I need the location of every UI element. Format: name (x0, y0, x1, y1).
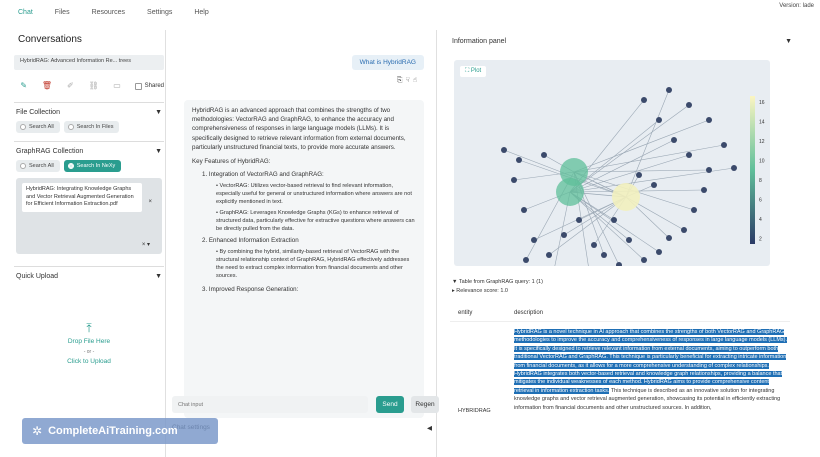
click-upload-text: Click to Upload (67, 358, 111, 365)
feature-item: 1. Integration of VectorRAG and GraphRAG: (202, 171, 324, 179)
feature-paragraph: • By combining the hybrid, similarity-based retrieval of VectorRAG with the structural relationship context of GraphRAG, HybridRAG effectively addresses the need to extract complex information from financial documents and other sources. (216, 248, 410, 279)
graph-node (686, 152, 692, 158)
radio-dot-icon (68, 163, 74, 169)
column-header-description: description (514, 309, 544, 316)
colorbar-tick: 10 (759, 158, 765, 165)
sidebar (14, 30, 164, 457)
table-header (450, 304, 790, 322)
file-collection-title: File Collection (16, 109, 60, 116)
chat-area (172, 30, 434, 457)
send-button[interactable]: Send (376, 396, 404, 413)
colorbar-tick: 2 (759, 236, 762, 243)
bullet-text: VectorRAG: Utilizes vector-based retrieval to find relevant information, especially useful for general or unstructured information where answers are not explicitly mentioned in text. (216, 183, 412, 206)
colorbar-tick: 14 (759, 119, 765, 126)
graph-svg (454, 60, 770, 266)
colorbar (750, 96, 755, 244)
bot-intro: HybridRAG is an advanced approach that combines the strengths of two methodologies: VectorRAG and GraphRAG, to enhance the accuracy and comprehensiveness of responses in large language models (LLMs). It is specifically designed to retrieve relevant information from external documents, particularly unstructured financial texts, to provide more accurate answers. (192, 107, 406, 151)
bullet-text: GraphRAG: Leverages Knowledge Graphs (KGs) to enhance retrieval of structured data, particularly effective for extractive questions where answers can be directly pulled from the data. (216, 210, 415, 233)
graph-node (656, 117, 662, 123)
graph-node (611, 217, 617, 223)
graphrag-file-select[interactable] (16, 178, 162, 254)
details-toggle[interactable]: ▼ Table from GraphRAG query: 1 (1) (452, 279, 543, 285)
quick-upload-panel (14, 266, 164, 409)
graph-node (521, 207, 527, 213)
collapse-caret-icon[interactable]: ▼ (155, 148, 162, 155)
shared-label: Shared (144, 83, 164, 89)
entity-table (450, 304, 790, 457)
colorbar-tick: 6 (759, 197, 762, 204)
copy-icon[interactable]: ⎘ (396, 77, 406, 84)
graph-node (686, 102, 692, 108)
graph-node (706, 167, 712, 173)
graph-node (516, 157, 522, 163)
graph-details (452, 278, 543, 296)
graph-node (651, 182, 657, 188)
graph-node (671, 137, 677, 143)
radio-search-all-files[interactable] (16, 121, 60, 133)
drop-text: Drop File Here (67, 338, 111, 345)
top-nav (0, 0, 820, 24)
column-header-entity: entity (458, 309, 473, 316)
graph-node (601, 252, 607, 258)
graph-edge (574, 145, 724, 172)
graph-hub-node (556, 178, 584, 206)
info-panel-title: Information panel (452, 38, 507, 45)
thumbs-up-icon[interactable]: ☝ (412, 77, 420, 84)
radio-dot-icon (20, 163, 26, 169)
tab-chat[interactable]: Chat (18, 8, 33, 16)
graph-node (636, 172, 642, 178)
graph-node (731, 165, 737, 171)
graphrag-collection-panel (14, 141, 164, 258)
radio-dot-icon (20, 124, 26, 130)
colorbar-tick: 4 (759, 217, 762, 223)
graph-node (656, 249, 662, 255)
plot-button[interactable]: ⛶ Plot (460, 66, 486, 77)
graph-edge (549, 197, 626, 255)
collapse-caret-icon[interactable]: ▼ (155, 273, 162, 280)
feature-bullet: • VectorRAG: Utilizes vector-based retrieval to find relevant information, especially useful for general or unstructured information where answers are not explicitly mentioned in text. (216, 183, 412, 206)
tab-settings[interactable]: Settings (147, 8, 173, 16)
radio-search-all-graph[interactable] (16, 160, 60, 172)
relevance-line: Relevance score: 1.0 (456, 288, 508, 294)
upload-arrow-icon: ⤒ (86, 321, 92, 335)
collapse-caret-icon[interactable]: ▼ (785, 38, 792, 45)
shared-toggle[interactable] (135, 83, 164, 90)
feature-item: 2. Enhanced Information Extraction (202, 237, 299, 245)
graph-node (626, 237, 632, 243)
graph-hub-node (612, 183, 640, 211)
radio-dot-icon (68, 124, 74, 130)
graph-node (666, 235, 672, 241)
clear-dropdown-icon[interactable]: × ▾ (141, 242, 150, 248)
colorbar-tick: 16 (759, 100, 765, 106)
graph-node (591, 242, 597, 248)
brain-logo-icon: ✲ (32, 424, 43, 438)
upload-dropzone[interactable] (16, 285, 162, 405)
description-cell[interactable] (514, 328, 790, 414)
expand-caret-icon[interactable]: ◀ (427, 425, 432, 432)
relevance-toggle[interactable]: ▸ Relevance score: 1.0 (452, 288, 508, 294)
feature-bullet: • GraphRAG: Leverages Knowledge Graphs (KGs) to enhance retrieval of structured data, particularly effective for extractive questions where answers can be directly pulled from the data. (216, 210, 415, 233)
paragraph-text: By combining the hybrid, similarity-based retrieval of VectorRAG with the structural relationship context of GraphRAG, HybridRAG effectively addresses the need to extract complex information from financial documents and other sources. (216, 248, 410, 279)
delete-icon[interactable]: 🗑 (41, 81, 53, 90)
bot-message (184, 100, 424, 418)
user-message: What is HybridRAG (352, 55, 424, 70)
chat-input[interactable] (172, 396, 368, 413)
information-panel (446, 30, 796, 457)
details-line: Table from GraphRAG query: 1 (1) (458, 279, 543, 285)
tab-resources[interactable]: Resources (91, 8, 126, 16)
radio-label: Search In NeXy (76, 163, 116, 169)
message-tools (397, 76, 420, 85)
remove-chip-icon[interactable]: × (148, 199, 152, 205)
colorbar-tick: 8 (759, 178, 762, 184)
graphrag-collection-title: GraphRAG Collection (16, 148, 84, 155)
graph-node (561, 232, 567, 238)
version-label: Version: lade (779, 3, 814, 9)
radio-search-in-nexy[interactable] (64, 160, 122, 172)
radio-search-in-files[interactable] (64, 121, 120, 133)
tab-help[interactable]: Help (194, 8, 209, 16)
graph-edge (574, 120, 709, 172)
graph-node (546, 252, 552, 258)
graph-node (666, 87, 672, 93)
radio-label: Search All (29, 163, 54, 169)
entity-cell: HYBRIDRAG (458, 408, 491, 414)
graph-node (576, 217, 582, 223)
graph-node (616, 262, 622, 266)
divider (165, 30, 166, 457)
graph-node (701, 187, 707, 193)
graph-node (523, 257, 529, 263)
features-heading: Key Features of HybridRAG: (192, 158, 271, 166)
graph-node (691, 207, 697, 213)
shared-checkbox[interactable] (135, 83, 142, 90)
knowledge-graph-plot[interactable] (454, 60, 770, 266)
file-collection-panel (14, 102, 164, 137)
radio-label: Search All (29, 124, 54, 130)
thumbs-down-icon[interactable]: ☟ (405, 77, 413, 84)
conversation-tools (14, 76, 164, 96)
graph-node (501, 147, 507, 153)
graph-node (681, 227, 687, 233)
link-icon[interactable]: ⛓ (88, 81, 99, 90)
tab-files[interactable]: Files (54, 8, 70, 16)
rename-icon[interactable]: ✐ (66, 81, 74, 90)
panel-icon[interactable]: ▭ (113, 81, 121, 90)
selected-file-chip (22, 183, 152, 212)
graph-node (511, 177, 517, 183)
conversations-title: Conversations (18, 34, 82, 45)
or-text: - or - (83, 349, 95, 355)
chip-label: HybridRAG: Integrating Knowledge Graphs and Vector Retrieval Augmented Generation for Efficient Information Extraction.pdf (26, 186, 134, 207)
regen-button[interactable]: Regen (411, 396, 439, 413)
plot-label: Plot (470, 68, 482, 74)
new-conversation-icon[interactable]: ✎ (20, 81, 28, 90)
selected-text: HybridRAG is a novel technique in Al approach that combines the strengths of both VectorRAG and GraphRAG methodologies to improve the accuracy and comprehensiveness of responses in large language models (LLMs). It is specifically designed to retrieve relevant information from external documents, aiming to outperform both traditional VectorRAG and GraphRAG. This technique is particularly beneficial for extracting intricate information from financial documents, as it allows for a more comprehensive understanding of complex relationships. HybridRAG integrates both vector-based retrieval and knowledge graph relationships, providing a balance that mitigates the individual weaknesses of each method. HybridRAG aims to provide comprehensive content retrieval in information extraction tasks. (514, 329, 788, 394)
quick-upload-title: Quick Upload (16, 273, 59, 280)
table-row (450, 328, 790, 414)
description-text: This technique is described as an innovative solution for integrating knowledge graphs and vector retrieval augmented generation, showcasing its potential in efficiently extracting information from financial documents and other unstructured sources. In addition, (514, 387, 781, 411)
graph-node (706, 117, 712, 123)
graph-node (641, 97, 647, 103)
colorbar-tick: 12 (759, 139, 765, 145)
conversation-select[interactable]: HybridRAG: Advanced Information Re... trees (14, 55, 164, 70)
graph-node (541, 152, 547, 158)
graph-node (531, 237, 537, 243)
graph-node (721, 142, 727, 148)
collapse-caret-icon[interactable]: ▼ (155, 109, 162, 116)
radio-label: Search In Files (76, 124, 114, 130)
divider (436, 30, 437, 457)
watermark-banner (22, 418, 218, 444)
watermark-text: CompleteAiTraining.com (48, 425, 178, 437)
graph-edge (574, 170, 709, 172)
feature-item: 3. Improved Response Generation: (202, 285, 299, 293)
graph-node (641, 257, 647, 263)
